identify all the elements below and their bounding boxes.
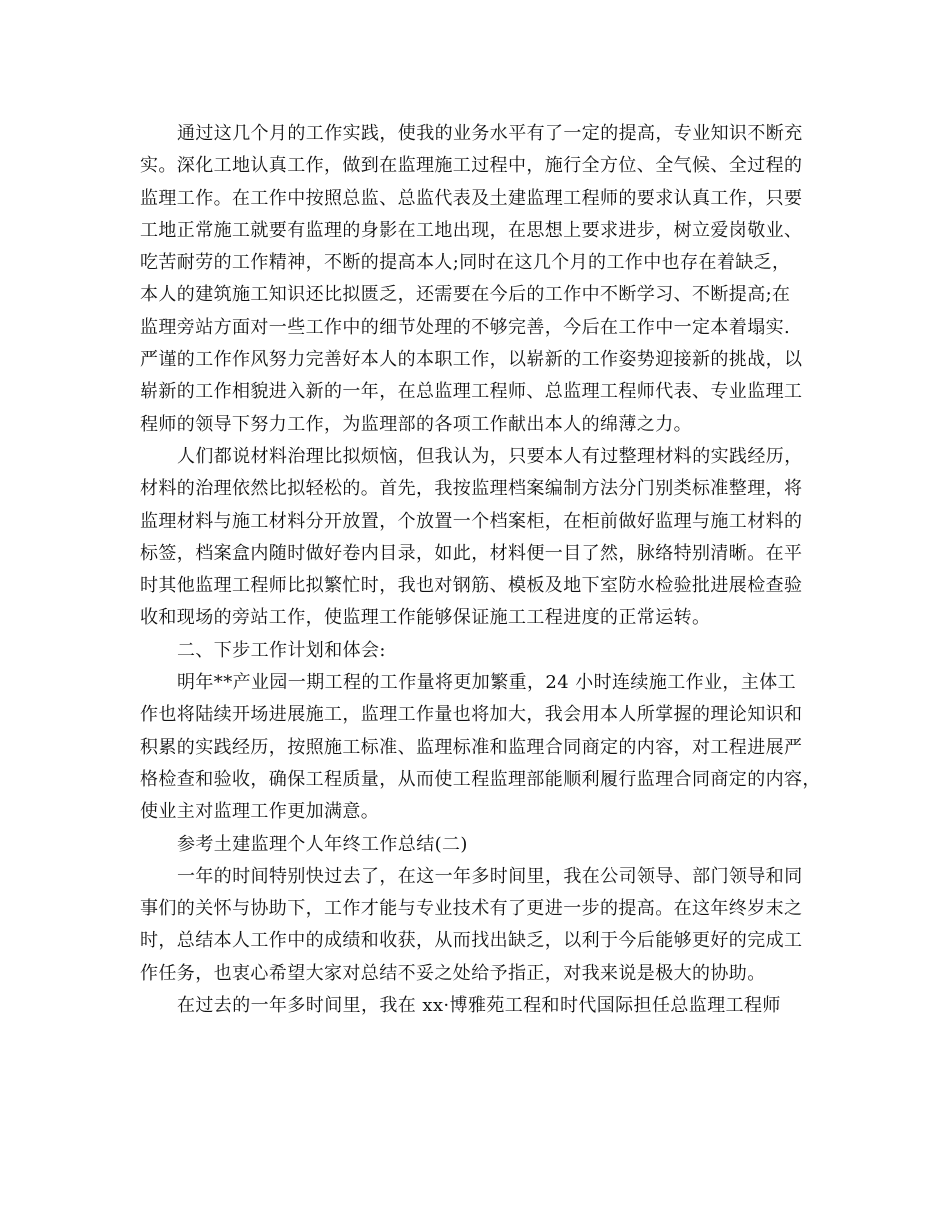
- text-line: 崭新的工作相貌进入新的一年，在总监理工程师、总监理工程师代表、专业监理工: [140, 381, 803, 403]
- text-line: 监理材料与施工材料分开放置，个放置一个档案柜，在柜前做好监理与施工材料的: [140, 510, 803, 532]
- text-line: 人们都说材料治理比拟烦恼，但我认为，只要本人有过整理材料的实践经历，: [177, 445, 803, 467]
- text-line: 标签，档案盒内随时做好卷内目录，如此，材料便一目了然，脉络特别清晰。在平: [140, 542, 803, 564]
- text-line: 使业主对监理工作更加满意。: [140, 801, 380, 823]
- text-line: 积累的实践经历，按照施工标准、监理标准和监理合同商定的内容，对工程进展严: [140, 736, 803, 758]
- text-line: 材料的治理依然比拟轻松的。首先，我按监理档案编制方法分门别类标准整理，将: [140, 478, 803, 500]
- text-line: 本人的建筑施工知识还比拟匮乏，还需要在今后的工作中不断学习、不断提高;在: [140, 284, 791, 306]
- text-line: 实。深化工地认真工作，做到在监理施工过程中，施行全方位、全气候、全过程的: [140, 155, 803, 177]
- text-line: 时，总结本人工作中的成绩和收获，从而找出缺乏，以利于今后能够更好的完成工: [140, 930, 803, 952]
- section-heading: 二、下步工作计划和体会:: [177, 639, 386, 661]
- text-line: 监理工作。在工作中按照总监、总监代表及土建监理工程师的要求认真工作，只要: [140, 187, 803, 209]
- document-body: [140, 118, 820, 1022]
- text-line: 吃苦耐劳的工作精神，不断的提高本人;同时在这几个月的工作中也存在着缺乏，: [140, 252, 791, 274]
- text-line: 作也将陆续开场进展施工，监理工作量也将加大，我会用本人所掌握的理论知识和: [140, 704, 803, 726]
- text-line: 在过去的一年多时间里，我在 xx·博雅苑工程和时代国际担任总监理工程师: [177, 995, 781, 1017]
- text-line: 作任务，也衷心希望大家对总结不妥之处给予指正，对我来说是极大的协助。: [140, 962, 766, 984]
- text-line: 通过这几个月的工作实践，使我的业务水平有了一定的提高，专业知识不断充: [177, 123, 803, 144]
- text-line: 收和现场的旁站工作，使监理工作能够保证施工工程进度的正常运转。: [140, 607, 711, 629]
- text-line: 格检查和验收，确保工程质量，从而使工程监理部能顺利履行监理合同商定的内容，: [140, 768, 821, 790]
- text-line: 时其他监理工程师比拟繁忙时，我也对钢筋、模板及地下室防水检验批进展检查验: [140, 575, 803, 597]
- text-line: 监理旁站方面对一些工作中的细节处理的不够完善，今后在工作中一定本着塌实.: [140, 316, 791, 338]
- section-heading: 参考土建监理个人年终工作总结(二): [177, 833, 468, 855]
- text-line: 严谨的工作作风努力完善好本人的本职工作，以崭新的工作姿势迎接新的挑战，以: [140, 349, 803, 371]
- text-line: 程师的领导下努力工作，为监理部的各项工作献出本人的绵薄之力。: [140, 413, 692, 435]
- text-line: 工地正常施工就要有监理的身影在工地出现，在思想上要求进步，树立爱岗敬业、: [140, 219, 803, 241]
- text-line: 一年的时间特别快过去了，在这一年多时间里，我在公司领导、部门领导和同: [177, 865, 803, 887]
- text-line: 事们的关怀与协助下，工作才能与专业技术有了更进一步的提高。在这年终岁末之: [140, 898, 803, 920]
- text-line: 明年**产业园一期工程的工作量将更加繁重，24 小时连续施工作业，主体工: [177, 672, 797, 694]
